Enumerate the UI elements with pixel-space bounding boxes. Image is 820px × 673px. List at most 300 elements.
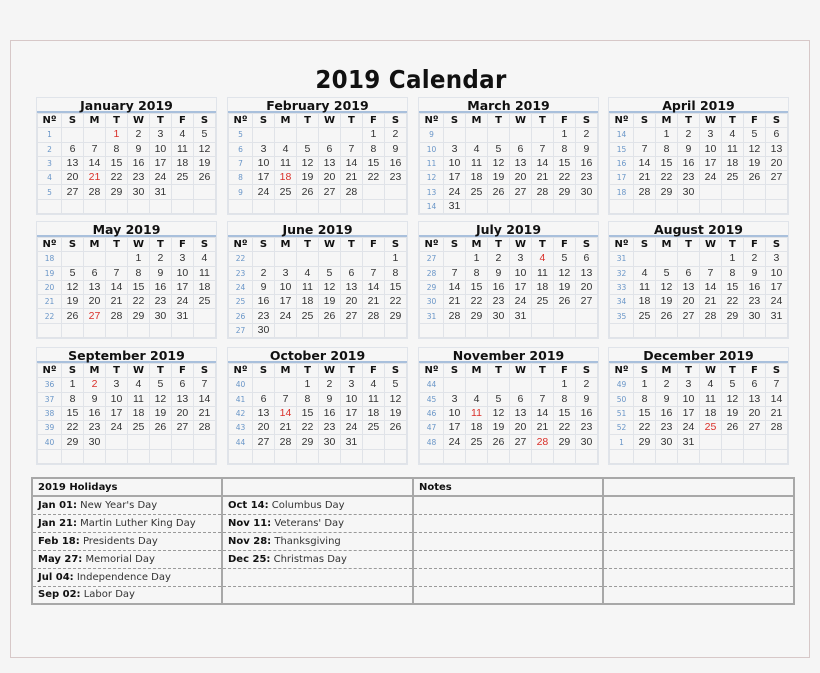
holiday-date: Dec 25: xyxy=(228,553,271,565)
weekday-header: T xyxy=(149,114,171,128)
day-cell xyxy=(721,323,743,337)
day-cell: 21 xyxy=(275,421,297,435)
day-cell: 6 xyxy=(253,392,275,406)
day-cell: 23 xyxy=(84,421,106,435)
day-cell: 7 xyxy=(444,266,466,280)
day-cell xyxy=(149,323,171,337)
day-cell: 6 xyxy=(318,142,340,156)
month-grid xyxy=(419,237,598,338)
holiday-entry xyxy=(222,568,413,586)
week-row xyxy=(38,280,216,294)
day-cell xyxy=(340,128,362,142)
day-cell xyxy=(193,309,215,323)
day-cell: 15 xyxy=(384,280,406,294)
week-number: 19 xyxy=(38,266,62,280)
day-cell: 10 xyxy=(509,266,531,280)
holiday-name: Columbus Day xyxy=(271,499,345,511)
day-cell: 9 xyxy=(127,142,149,156)
week-row xyxy=(229,156,407,170)
holiday-entry xyxy=(32,586,222,604)
day-cell xyxy=(105,252,127,266)
month-title: June 2019 xyxy=(228,222,407,237)
holiday-entry xyxy=(222,550,413,568)
month-calendar xyxy=(418,347,599,465)
day-cell: 15 xyxy=(362,156,384,170)
day-cell: 4 xyxy=(721,128,743,142)
empty-cell xyxy=(603,478,794,496)
day-cell xyxy=(699,449,721,463)
week-row xyxy=(38,199,216,213)
day-cell: 23 xyxy=(253,309,275,323)
weekday-header: T xyxy=(721,114,743,128)
week-row xyxy=(38,323,216,337)
day-cell: 3 xyxy=(699,128,721,142)
day-cell: 17 xyxy=(275,295,297,309)
day-cell: 27 xyxy=(677,309,699,323)
weekday-header: T xyxy=(340,364,362,378)
day-cell: 30 xyxy=(127,185,149,199)
day-cell: 19 xyxy=(384,406,406,420)
day-cell: 22 xyxy=(105,171,127,185)
day-cell: 4 xyxy=(699,378,721,392)
day-cell: 10 xyxy=(444,156,466,170)
day-cell: 30 xyxy=(575,185,597,199)
week-row xyxy=(229,185,407,199)
day-cell xyxy=(743,199,765,213)
week-row xyxy=(420,156,598,170)
day-cell xyxy=(444,449,466,463)
day-cell: 2 xyxy=(318,378,340,392)
day-cell xyxy=(362,323,384,337)
day-cell: 8 xyxy=(127,266,149,280)
day-cell: 8 xyxy=(384,266,406,280)
day-cell: 10 xyxy=(340,392,362,406)
week-row xyxy=(38,449,216,463)
notes-line[interactable] xyxy=(413,550,603,568)
week-row xyxy=(229,421,407,435)
day-cell xyxy=(318,128,340,142)
day-cell: 28 xyxy=(699,309,721,323)
weekday-header: S xyxy=(444,238,466,252)
day-cell xyxy=(253,252,275,266)
day-cell xyxy=(275,323,297,337)
weekday-header: S xyxy=(384,238,406,252)
notes-line[interactable] xyxy=(603,496,794,514)
day-cell: 27 xyxy=(84,309,106,323)
holiday-entry xyxy=(32,496,222,514)
day-cell xyxy=(677,323,699,337)
week-number: 42 xyxy=(229,406,253,420)
day-cell: 23 xyxy=(384,171,406,185)
day-cell: 26 xyxy=(193,171,215,185)
day-cell: 13 xyxy=(84,280,106,294)
day-cell xyxy=(765,323,787,337)
day-cell: 24 xyxy=(275,309,297,323)
day-cell xyxy=(509,378,531,392)
day-cell: 1 xyxy=(553,128,575,142)
day-cell: 30 xyxy=(575,435,597,449)
week-number: 1 xyxy=(610,435,634,449)
day-cell: 7 xyxy=(275,392,297,406)
day-cell: 13 xyxy=(509,406,531,420)
day-cell xyxy=(127,449,149,463)
day-cell: 22 xyxy=(296,421,318,435)
day-cell: 26 xyxy=(487,435,509,449)
weekday-header: T xyxy=(487,238,509,252)
week-number xyxy=(610,449,634,463)
day-cell xyxy=(275,252,297,266)
week-row xyxy=(420,128,598,142)
weekday-header-row xyxy=(420,364,598,378)
day-cell: 6 xyxy=(677,266,699,280)
day-cell: 17 xyxy=(171,280,193,294)
day-cell: 10 xyxy=(765,266,787,280)
holiday-name: Veterans' Day xyxy=(274,517,345,529)
month-grid xyxy=(609,113,788,214)
day-cell xyxy=(318,199,340,213)
month-title: November 2019 xyxy=(419,348,598,363)
day-cell xyxy=(487,128,509,142)
week-number xyxy=(38,199,62,213)
day-cell: 26 xyxy=(743,171,765,185)
day-cell: 4 xyxy=(362,378,384,392)
day-cell: 26 xyxy=(553,295,575,309)
day-cell xyxy=(553,199,575,213)
weekday-header-row xyxy=(229,114,407,128)
day-cell xyxy=(634,449,656,463)
holiday-date: Jan 01: xyxy=(38,499,77,511)
day-cell: 29 xyxy=(384,309,406,323)
day-cell: 7 xyxy=(531,392,553,406)
day-cell: 16 xyxy=(149,280,171,294)
day-cell: 10 xyxy=(444,406,466,420)
day-cell: 20 xyxy=(575,280,597,294)
weekday-header: S xyxy=(62,364,84,378)
day-cell: 25 xyxy=(275,185,297,199)
day-cell xyxy=(699,323,721,337)
day-cell: 17 xyxy=(149,156,171,170)
day-cell: 27 xyxy=(253,435,275,449)
day-cell: 10 xyxy=(253,156,275,170)
weekday-header: T xyxy=(531,114,553,128)
month-calendar xyxy=(418,97,599,215)
day-cell: 27 xyxy=(575,295,597,309)
month-grid xyxy=(419,363,598,464)
day-cell: 18 xyxy=(193,280,215,294)
week-number: 43 xyxy=(229,421,253,435)
day-cell: 3 xyxy=(765,252,787,266)
day-cell: 24 xyxy=(677,421,699,435)
day-cell xyxy=(384,435,406,449)
day-cell xyxy=(509,323,531,337)
notes-line[interactable] xyxy=(603,532,794,550)
day-cell: 13 xyxy=(677,280,699,294)
week-number: 37 xyxy=(38,392,62,406)
week-row xyxy=(420,280,598,294)
day-cell: 6 xyxy=(509,142,531,156)
day-cell: 29 xyxy=(62,435,84,449)
day-cell: 11 xyxy=(531,266,553,280)
day-cell: 12 xyxy=(487,406,509,420)
day-cell: 10 xyxy=(699,142,721,156)
day-cell xyxy=(149,449,171,463)
day-cell: 27 xyxy=(509,185,531,199)
day-cell: 2 xyxy=(575,128,597,142)
day-cell: 1 xyxy=(634,378,656,392)
week-row xyxy=(610,378,788,392)
week-number: 20 xyxy=(38,280,62,294)
day-cell: 16 xyxy=(656,406,678,420)
week-row xyxy=(610,309,788,323)
weekday-header: W xyxy=(127,114,149,128)
week-row xyxy=(420,421,598,435)
day-cell xyxy=(362,185,384,199)
day-cell xyxy=(466,128,488,142)
day-cell: 23 xyxy=(127,171,149,185)
day-cell: 25 xyxy=(466,185,488,199)
day-cell: 17 xyxy=(699,156,721,170)
weekday-header-row xyxy=(38,238,216,252)
week-row xyxy=(420,323,598,337)
week-number: 46 xyxy=(420,406,444,420)
day-cell: 19 xyxy=(743,156,765,170)
day-cell: 17 xyxy=(444,171,466,185)
day-cell: 21 xyxy=(531,421,553,435)
day-cell xyxy=(318,449,340,463)
weekday-header: T xyxy=(721,364,743,378)
day-cell xyxy=(677,252,699,266)
weekday-header: T xyxy=(531,364,553,378)
day-cell xyxy=(105,435,127,449)
weekday-header: F xyxy=(171,238,193,252)
week-number: 29 xyxy=(420,280,444,294)
day-cell: 13 xyxy=(575,266,597,280)
day-cell: 28 xyxy=(634,185,656,199)
day-cell: 11 xyxy=(362,392,384,406)
month-title: May 2019 xyxy=(37,222,216,237)
week-number: 31 xyxy=(610,252,634,266)
notes-line[interactable] xyxy=(603,568,794,586)
weekday-header: S xyxy=(253,114,275,128)
week-number: 2 xyxy=(38,142,62,156)
week-number: 3 xyxy=(38,156,62,170)
day-cell xyxy=(765,435,787,449)
month-calendar xyxy=(227,221,408,339)
week-number: 8 xyxy=(229,171,253,185)
day-cell: 31 xyxy=(340,435,362,449)
day-cell: 4 xyxy=(296,266,318,280)
day-cell: 11 xyxy=(721,142,743,156)
day-cell: 18 xyxy=(275,171,297,185)
weekday-header: W xyxy=(127,364,149,378)
day-cell xyxy=(362,435,384,449)
week-number: 18 xyxy=(610,185,634,199)
weekday-header-row xyxy=(38,114,216,128)
holiday-entry xyxy=(32,514,222,532)
day-cell xyxy=(149,199,171,213)
day-cell xyxy=(466,323,488,337)
holiday-date: Oct 14: xyxy=(228,499,269,511)
holiday-entry xyxy=(32,568,222,586)
day-cell: 24 xyxy=(171,295,193,309)
week-number: 36 xyxy=(38,378,62,392)
week-row xyxy=(229,266,407,280)
day-cell: 21 xyxy=(105,295,127,309)
day-cell: 8 xyxy=(553,392,575,406)
weekday-header: S xyxy=(634,114,656,128)
week-row xyxy=(610,171,788,185)
day-cell: 14 xyxy=(699,280,721,294)
day-cell: 23 xyxy=(677,171,699,185)
day-cell: 8 xyxy=(553,142,575,156)
day-cell: 16 xyxy=(575,156,597,170)
weekday-header: W xyxy=(509,114,531,128)
day-cell: 12 xyxy=(553,266,575,280)
week-number xyxy=(420,449,444,463)
month-grid xyxy=(609,237,788,338)
notes-line[interactable] xyxy=(413,568,603,586)
day-cell xyxy=(84,323,106,337)
notes-line[interactable] xyxy=(603,514,794,532)
day-cell xyxy=(575,199,597,213)
day-cell: 9 xyxy=(84,392,106,406)
weekday-header: M xyxy=(275,364,297,378)
day-cell: 7 xyxy=(699,266,721,280)
day-cell: 14 xyxy=(340,156,362,170)
weekday-header: F xyxy=(743,364,765,378)
day-cell xyxy=(62,128,84,142)
week-row xyxy=(420,142,598,156)
notes-line[interactable] xyxy=(603,550,794,568)
day-cell xyxy=(340,323,362,337)
day-cell xyxy=(340,449,362,463)
day-cell: 28 xyxy=(531,435,553,449)
holiday-row xyxy=(32,586,794,604)
day-cell: 14 xyxy=(105,280,127,294)
day-cell xyxy=(656,199,678,213)
day-cell xyxy=(743,323,765,337)
day-cell: 11 xyxy=(171,142,193,156)
day-cell: 24 xyxy=(699,171,721,185)
week-row xyxy=(38,185,216,199)
day-cell: 18 xyxy=(296,295,318,309)
weekday-header: F xyxy=(362,238,384,252)
day-cell: 12 xyxy=(296,156,318,170)
holiday-date: Jan 21: xyxy=(38,517,77,529)
day-cell: 16 xyxy=(84,406,106,420)
day-cell xyxy=(275,128,297,142)
day-cell: 24 xyxy=(149,171,171,185)
day-cell xyxy=(531,128,553,142)
day-cell: 31 xyxy=(149,185,171,199)
day-cell: 17 xyxy=(677,406,699,420)
day-cell xyxy=(296,252,318,266)
week-row xyxy=(420,185,598,199)
day-cell: 14 xyxy=(765,392,787,406)
week-number-header: Nº xyxy=(38,114,62,128)
weekday-header: S xyxy=(444,114,466,128)
notes-line[interactable] xyxy=(413,586,603,604)
day-cell: 11 xyxy=(127,392,149,406)
holiday-row xyxy=(32,532,794,550)
notes-line[interactable] xyxy=(413,496,603,514)
week-number: 12 xyxy=(420,171,444,185)
day-cell: 15 xyxy=(127,280,149,294)
week-number: 9 xyxy=(420,128,444,142)
notes-line[interactable] xyxy=(413,532,603,550)
weekday-header: M xyxy=(84,114,106,128)
day-cell: 3 xyxy=(444,142,466,156)
day-cell xyxy=(634,199,656,213)
day-cell xyxy=(743,449,765,463)
day-cell: 29 xyxy=(105,185,127,199)
day-cell xyxy=(487,323,509,337)
day-cell: 3 xyxy=(105,378,127,392)
month-grid xyxy=(419,113,598,214)
day-cell: 13 xyxy=(743,392,765,406)
month-calendar xyxy=(608,347,789,465)
day-cell xyxy=(466,449,488,463)
notes-line[interactable] xyxy=(413,514,603,532)
day-cell: 8 xyxy=(656,142,678,156)
week-row xyxy=(610,323,788,337)
weekday-header: M xyxy=(466,364,488,378)
week-row xyxy=(610,185,788,199)
day-cell xyxy=(275,449,297,463)
day-cell: 9 xyxy=(656,392,678,406)
day-cell xyxy=(105,199,127,213)
day-cell: 11 xyxy=(296,280,318,294)
day-cell: 24 xyxy=(444,435,466,449)
day-cell xyxy=(487,378,509,392)
day-cell xyxy=(384,185,406,199)
week-number: 33 xyxy=(610,280,634,294)
day-cell: 15 xyxy=(721,280,743,294)
month-calendar xyxy=(227,97,408,215)
week-number: 11 xyxy=(420,156,444,170)
holiday-date: Jul 04: xyxy=(38,571,74,583)
day-cell xyxy=(275,199,297,213)
week-row xyxy=(610,392,788,406)
day-cell: 26 xyxy=(296,185,318,199)
day-cell: 3 xyxy=(253,142,275,156)
week-number: 27 xyxy=(420,252,444,266)
day-cell xyxy=(699,185,721,199)
day-cell: 7 xyxy=(105,266,127,280)
day-cell: 22 xyxy=(553,171,575,185)
week-row xyxy=(38,435,216,449)
week-number: 14 xyxy=(420,199,444,213)
day-cell: 20 xyxy=(509,171,531,185)
notes-line[interactable] xyxy=(603,586,794,604)
day-cell xyxy=(171,449,193,463)
day-cell: 25 xyxy=(296,309,318,323)
day-cell: 22 xyxy=(62,421,84,435)
week-number: 9 xyxy=(229,185,253,199)
day-cell: 14 xyxy=(444,280,466,294)
day-cell xyxy=(444,252,466,266)
day-cell: 13 xyxy=(62,156,84,170)
week-number-header: Nº xyxy=(38,238,62,252)
day-cell: 5 xyxy=(553,252,575,266)
week-number-header: Nº xyxy=(420,114,444,128)
weekday-header: W xyxy=(699,238,721,252)
day-cell xyxy=(721,199,743,213)
week-number: 49 xyxy=(610,378,634,392)
day-cell xyxy=(384,323,406,337)
day-cell: 29 xyxy=(127,309,149,323)
day-cell: 15 xyxy=(553,156,575,170)
